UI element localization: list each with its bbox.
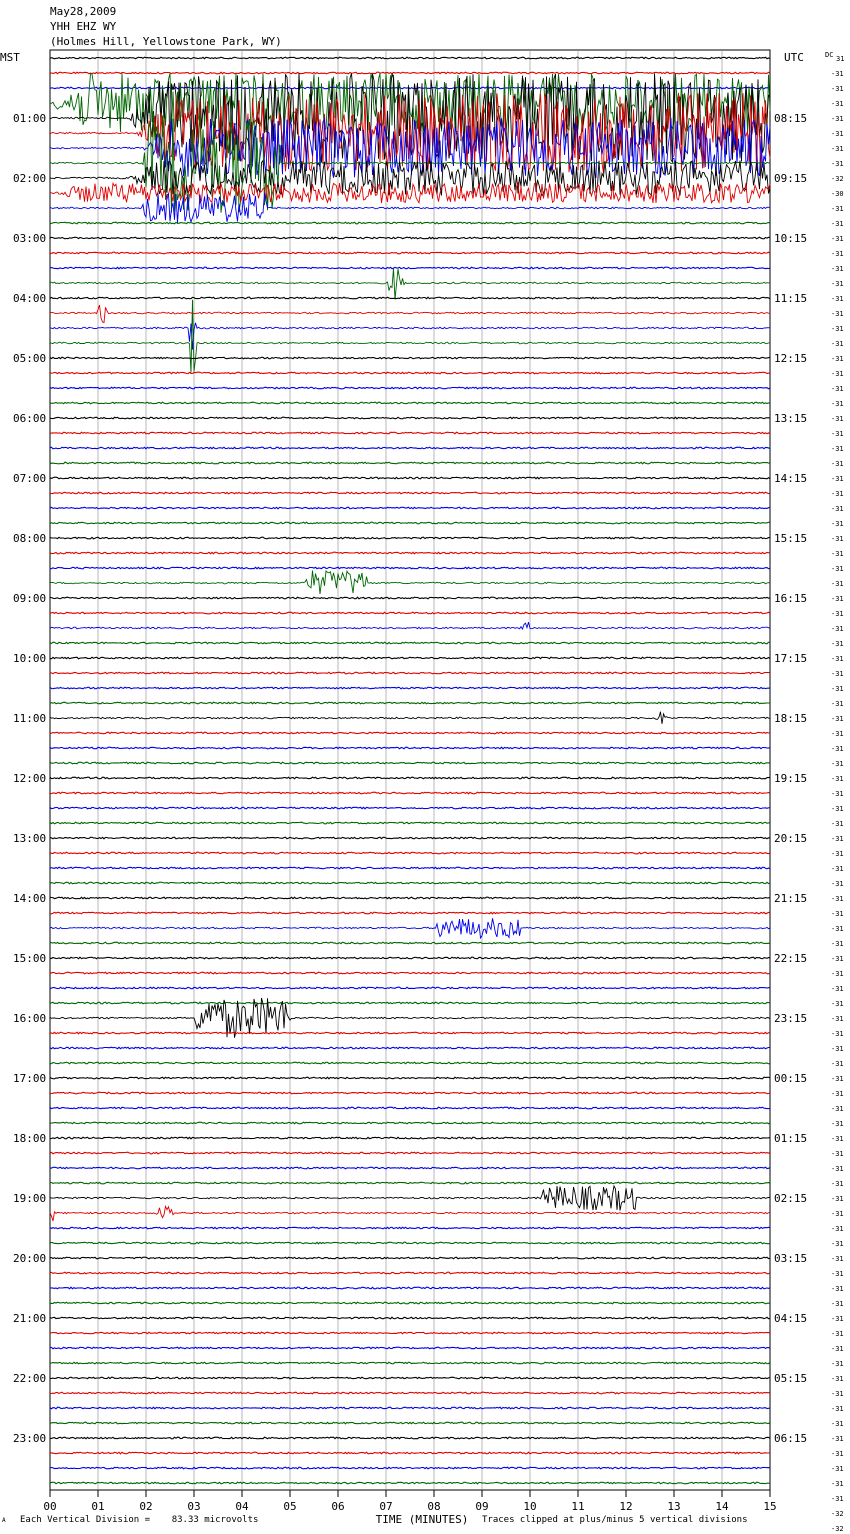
seismic-trace <box>50 1167 770 1169</box>
dc-offset-label: -31 <box>831 1390 844 1398</box>
dc-offset-label: -31 <box>831 610 844 618</box>
dc-offset-label: -31 <box>831 370 844 378</box>
dc-label: DC <box>825 51 834 59</box>
seismic-trace <box>50 1186 770 1211</box>
utc-hour-label: 03:15 <box>774 1252 808 1265</box>
mst-hour-label: 01:00 <box>13 112 47 125</box>
dc-offset-label: -31 <box>831 1045 844 1053</box>
mst-hour-label: 21:00 <box>13 1312 47 1325</box>
seismic-trace <box>50 642 770 644</box>
seismic-trace <box>50 237 770 239</box>
dc-offset-label: -31 <box>831 1285 844 1293</box>
dc-offset-label: -31 <box>831 805 844 813</box>
dc-offset-label: -31 <box>831 865 844 873</box>
x-tick-label: 06 <box>331 1500 345 1513</box>
x-tick-label: 05 <box>283 1500 297 1513</box>
seismic-trace <box>50 1272 770 1274</box>
seismic-trace <box>50 447 770 449</box>
seismic-trace <box>50 1362 770 1364</box>
dc-offset-label: -31 <box>831 1270 844 1278</box>
dc-offset-label: -31 <box>831 670 844 678</box>
seismic-trace <box>50 552 770 554</box>
seismic-trace <box>50 1392 770 1394</box>
seismic-trace <box>50 387 770 389</box>
utc-hour-label: 20:15 <box>774 832 808 845</box>
station-code: YHH EHZ WY <box>50 20 117 33</box>
utc-hour-label: 15:15 <box>774 532 808 545</box>
seismic-trace <box>50 357 770 359</box>
dc-offset-label: -31 <box>831 400 844 408</box>
seismic-trace <box>50 1422 770 1424</box>
seismic-trace <box>50 1332 770 1334</box>
dc-offset-label: -31 <box>831 760 844 768</box>
dc-offset-label: -31 <box>831 1405 844 1413</box>
seismic-trace <box>50 672 770 674</box>
seismic-trace <box>50 402 770 404</box>
mst-hour-label: 06:00 <box>13 412 47 425</box>
utc-hour-label: 23:15 <box>774 1012 808 1025</box>
dc-offset-label: -31 <box>831 1495 844 1503</box>
dc-offset-label: -31 <box>831 775 844 783</box>
dc-offset-label: -31 <box>831 925 844 933</box>
seismic-trace <box>50 1407 770 1409</box>
mst-hour-label: 18:00 <box>13 1132 47 1145</box>
dc-offset-label: -31 <box>831 1225 844 1233</box>
dc-offset-label: -32 <box>831 175 844 183</box>
dc-offset-label: -32 <box>831 1510 844 1518</box>
dc-offset-label: -31 <box>831 460 844 468</box>
seismic-trace <box>50 622 770 629</box>
mst-hour-label: 08:00 <box>13 532 47 545</box>
x-tick-label: 02 <box>139 1500 153 1513</box>
dc-offset-label: -31 <box>831 445 844 453</box>
dc-offset-label: -31 <box>831 160 844 168</box>
seismic-trace <box>50 1467 770 1469</box>
utc-hour-label: 11:15 <box>774 292 808 305</box>
utc-hour-label: 09:15 <box>774 172 808 185</box>
seismic-trace <box>50 492 770 494</box>
utc-hour-label: 00:15 <box>774 1072 808 1085</box>
mst-hour-label: 04:00 <box>13 292 47 305</box>
utc-label: UTC <box>784 51 804 64</box>
utc-hour-label: 18:15 <box>774 712 808 725</box>
dc-offset-label: -31 <box>831 1165 844 1173</box>
mst-hour-label: 20:00 <box>13 1252 47 1265</box>
dc-offset-label: -31 <box>831 880 844 888</box>
seismic-trace <box>50 1032 770 1034</box>
dc-offset-label: -31 <box>831 115 844 123</box>
dc-offset-label: -30 <box>831 190 844 198</box>
seismic-trace <box>50 300 770 373</box>
dc-offset-label: -31 <box>831 1480 844 1488</box>
dc-offset-label: -31 <box>831 700 844 708</box>
seismic-trace <box>50 507 770 509</box>
mst-hour-label: 02:00 <box>13 172 47 185</box>
dc-offset-label: -31 <box>831 1015 844 1023</box>
mst-hour-label: 14:00 <box>13 892 47 905</box>
mst-hour-label: 10:00 <box>13 652 47 665</box>
utc-hour-label: 13:15 <box>774 412 808 425</box>
dc-offset-label: -31 <box>831 310 844 318</box>
dc-offset-label: -31 <box>831 1465 844 1473</box>
x-tick-label: 08 <box>427 1500 441 1513</box>
seismic-trace <box>50 987 770 989</box>
dc-offset-label: -31 <box>831 835 844 843</box>
dc-offset-label: -31 <box>831 1300 844 1308</box>
mst-hour-label: 07:00 <box>13 472 47 485</box>
seismic-trace <box>50 323 770 350</box>
dc-offset-label: -31 <box>831 535 844 543</box>
mst-hour-label: 05:00 <box>13 352 47 365</box>
dc-offset-label: -31 <box>831 85 844 93</box>
seismic-trace <box>50 972 770 974</box>
dc-offset-label: -31 <box>831 955 844 963</box>
dc-offset-label: -31 <box>831 580 844 588</box>
dc-offset-label: -31 <box>831 655 844 663</box>
dc-offset-label: -31 <box>831 145 844 153</box>
dc-offset-label: -31 <box>831 685 844 693</box>
seismic-trace <box>50 268 770 299</box>
seismic-trace <box>50 612 770 614</box>
utc-hour-label: 12:15 <box>774 352 808 365</box>
utc-hour-label: 22:15 <box>774 952 808 965</box>
dc-offset-label: -31 <box>831 355 844 363</box>
dc-offset-label: -31 <box>831 985 844 993</box>
dc-offset-label: -31 <box>831 520 844 528</box>
dc-offset-label: -31 <box>831 1360 844 1368</box>
seismic-trace <box>50 1182 770 1184</box>
dc-offset-label: -31 <box>831 505 844 513</box>
dc-offset-label: -31 <box>831 100 844 108</box>
utc-hour-label: 10:15 <box>774 232 808 245</box>
seismic-trace <box>50 1122 770 1124</box>
mst-hour-label: 13:00 <box>13 832 47 845</box>
x-tick-label: 12 <box>619 1500 633 1513</box>
dc-offset-label: -31 <box>831 790 844 798</box>
seismic-trace <box>50 918 770 938</box>
dc-offset-label: -31 <box>831 910 844 918</box>
seismic-trace <box>50 571 770 595</box>
dc-offset-label: -31 <box>831 490 844 498</box>
mst-hour-label: 19:00 <box>13 1192 47 1205</box>
dc-offset-label: -31 <box>831 250 844 258</box>
seismic-trace <box>50 1302 770 1304</box>
dc-offset-label: -31 <box>831 1240 844 1248</box>
x-tick-label: 04 <box>235 1500 249 1513</box>
seismic-trace <box>50 837 770 839</box>
seismic-trace <box>50 1152 770 1154</box>
x-tick-label: 00 <box>43 1500 57 1513</box>
seismic-trace <box>50 222 770 224</box>
dc-offset-label: -31 <box>831 205 844 213</box>
mst-label: MST <box>0 51 20 64</box>
dc-offset-label: -31 <box>831 1180 844 1188</box>
dc-offset-label: -31 <box>831 1255 844 1263</box>
dc-offset-label: -31 <box>831 1000 844 1008</box>
seismic-trace <box>50 1227 770 1229</box>
dc-offset-label: -31 <box>831 550 844 558</box>
seismic-trace <box>50 1437 770 1439</box>
mst-hour-label: 12:00 <box>13 772 47 785</box>
utc-hour-label: 16:15 <box>774 592 808 605</box>
dc-offset-label: -31 <box>831 1330 844 1338</box>
seismic-trace <box>50 912 770 914</box>
utc-hour-label: 14:15 <box>774 472 808 485</box>
footer-vertical-division: Each Vertical Division = 83.33 microvolts <box>20 1515 259 1525</box>
seismic-trace <box>50 1077 770 1079</box>
x-tick-label: 10 <box>523 1500 537 1513</box>
seismic-trace <box>50 1482 770 1484</box>
dc-offset-label: -31 <box>831 565 844 573</box>
seismic-trace <box>50 762 770 764</box>
dc-offset-label: -31 <box>831 625 844 633</box>
dc-offset-label: -31 <box>831 1150 844 1158</box>
seismic-trace <box>50 957 770 959</box>
seismic-trace <box>50 702 770 704</box>
dc-offset-label: -31 <box>831 1030 844 1038</box>
mst-hour-label: 15:00 <box>13 952 47 965</box>
seismic-trace <box>50 87 770 89</box>
dc-offset-label: -31 <box>831 1210 844 1218</box>
dc-offset-label: -31 <box>831 850 844 858</box>
seismic-trace <box>50 1062 770 1064</box>
x-tick-label: 15 <box>763 1500 777 1513</box>
seismic-trace <box>50 462 770 464</box>
footer-mark: A <box>2 1517 6 1524</box>
dc-offset-label: -31 <box>831 220 844 228</box>
dc-offset-label: -31 <box>831 745 844 753</box>
mst-hour-label: 03:00 <box>13 232 47 245</box>
dc-offset-label: -31 <box>831 640 844 648</box>
x-tick-label: 07 <box>379 1500 393 1513</box>
dc-offset-label: -31 <box>831 1075 844 1083</box>
dc-offset-label: -31 <box>831 130 844 138</box>
seismic-trace <box>50 537 770 539</box>
dc-offset-label: -31 <box>831 715 844 723</box>
dc-offset-label: -31 <box>831 1435 844 1443</box>
mst-hour-label: 11:00 <box>13 712 47 725</box>
dc-offset-label: -31 <box>831 295 844 303</box>
dc-offset-label: -31 <box>831 265 844 273</box>
seismic-trace <box>50 522 770 524</box>
seismic-trace <box>50 567 770 569</box>
seismic-trace <box>50 687 770 689</box>
seismic-trace <box>50 867 770 869</box>
dc-offset-label: -31 <box>831 820 844 828</box>
mst-hour-label: 09:00 <box>13 592 47 605</box>
dc-offset-label: -31 <box>831 430 844 438</box>
dc-offset-label: -31 <box>831 1195 844 1203</box>
utc-hour-label: 02:15 <box>774 1192 808 1205</box>
seismic-trace <box>50 1092 770 1094</box>
seismic-trace <box>50 252 770 254</box>
dc-offset-label: -31 <box>831 340 844 348</box>
seismic-trace <box>50 1107 770 1109</box>
dc-offset-label: -31 <box>831 1345 844 1353</box>
seismic-trace <box>50 1242 770 1244</box>
seismic-trace <box>50 1137 770 1139</box>
seismic-trace <box>50 57 770 59</box>
seismic-trace <box>50 657 770 659</box>
dc-offset-label: -31 <box>831 1450 844 1458</box>
seismic-trace <box>50 1452 770 1454</box>
seismic-trace <box>50 1002 770 1004</box>
seismic-trace <box>50 747 770 749</box>
x-tick-label: 03 <box>187 1500 201 1513</box>
mst-hour-label: 17:00 <box>13 1072 47 1085</box>
seismic-trace <box>50 1347 770 1349</box>
dc-offset-label: -32 <box>831 1525 844 1533</box>
seismic-trace <box>50 432 770 434</box>
seismic-trace <box>50 777 770 779</box>
utc-hour-label: 08:15 <box>774 112 808 125</box>
seismic-trace <box>50 897 770 899</box>
seismic-trace <box>50 712 770 724</box>
plot-frame <box>50 50 770 1490</box>
dc-offset-label: -31 <box>831 1120 844 1128</box>
seismic-trace <box>50 417 770 419</box>
dc-offset-label: -31 <box>831 595 844 603</box>
dc-offset-label: -31 <box>831 730 844 738</box>
seismic-trace <box>50 852 770 854</box>
utc-hour-label: 04:15 <box>774 1312 808 1325</box>
seismic-trace <box>50 1287 770 1289</box>
station-location: (Holmes Hill, Yellowstone Park, WY) <box>50 35 282 48</box>
dc-offset-label: -31 <box>831 940 844 948</box>
seismic-trace <box>50 305 770 323</box>
seismic-trace <box>50 822 770 824</box>
dc-offset-label: -31 <box>831 895 844 903</box>
footer-clipping-note: Traces clipped at plus/minus 5 vertical divisions <box>482 1515 748 1525</box>
seismic-trace <box>50 597 770 599</box>
dc-offset-label: -31 <box>831 325 844 333</box>
dc-offset-label: -31 <box>831 1135 844 1143</box>
x-tick-label: 01 <box>91 1500 105 1513</box>
dc-offset-label: 31 <box>836 55 845 63</box>
dc-offset-label: -31 <box>831 235 844 243</box>
seismic-trace <box>50 942 770 944</box>
dc-offset-label: -31 <box>831 415 844 423</box>
seismic-trace <box>50 1206 770 1221</box>
mst-hour-label: 16:00 <box>13 1012 47 1025</box>
seismic-trace <box>50 1047 770 1049</box>
mst-hour-label: 23:00 <box>13 1432 47 1445</box>
x-axis-title: TIME (MINUTES) <box>375 1513 469 1526</box>
mst-hour-label: 22:00 <box>13 1372 47 1385</box>
dc-offset-label: -31 <box>831 70 844 78</box>
utc-hour-label: 05:15 <box>774 1372 808 1385</box>
utc-hour-label: 21:15 <box>774 892 808 905</box>
x-tick-label: 13 <box>667 1500 681 1513</box>
chart-date: May28,2009 <box>50 5 117 18</box>
seismic-trace <box>50 1317 770 1319</box>
seismic-trace <box>50 732 770 734</box>
dc-offset-label: -31 <box>831 1375 844 1383</box>
seismic-trace <box>50 477 770 479</box>
x-tick-label: 14 <box>715 1500 729 1513</box>
dc-offset-label: -31 <box>831 970 844 978</box>
seismic-trace <box>50 193 770 223</box>
dc-offset-label: -31 <box>831 1105 844 1113</box>
utc-hour-label: 17:15 <box>774 652 808 665</box>
dc-offset-label: -31 <box>831 1420 844 1428</box>
dc-offset-label: -31 <box>831 475 844 483</box>
utc-hour-label: 06:15 <box>774 1432 808 1445</box>
dc-offset-label: -31 <box>831 385 844 393</box>
x-tick-label: 09 <box>475 1500 489 1513</box>
seismic-trace <box>50 882 770 884</box>
seismic-trace <box>50 792 770 794</box>
dc-offset-label: -31 <box>831 1090 844 1098</box>
seismic-trace <box>50 297 770 299</box>
seismic-trace <box>50 1377 770 1379</box>
dc-offset-label: -31 <box>831 1060 844 1068</box>
seismic-trace <box>50 267 770 269</box>
seismic-trace <box>50 72 770 74</box>
utc-hour-label: 19:15 <box>774 772 808 785</box>
seismic-trace <box>50 1257 770 1259</box>
x-tick-label: 11 <box>571 1500 585 1513</box>
seismic-trace <box>50 807 770 809</box>
seismic-trace <box>50 372 770 374</box>
dc-offset-label: -31 <box>831 1315 844 1323</box>
dc-offset-label: -31 <box>831 280 844 288</box>
utc-hour-label: 01:15 <box>774 1132 808 1145</box>
